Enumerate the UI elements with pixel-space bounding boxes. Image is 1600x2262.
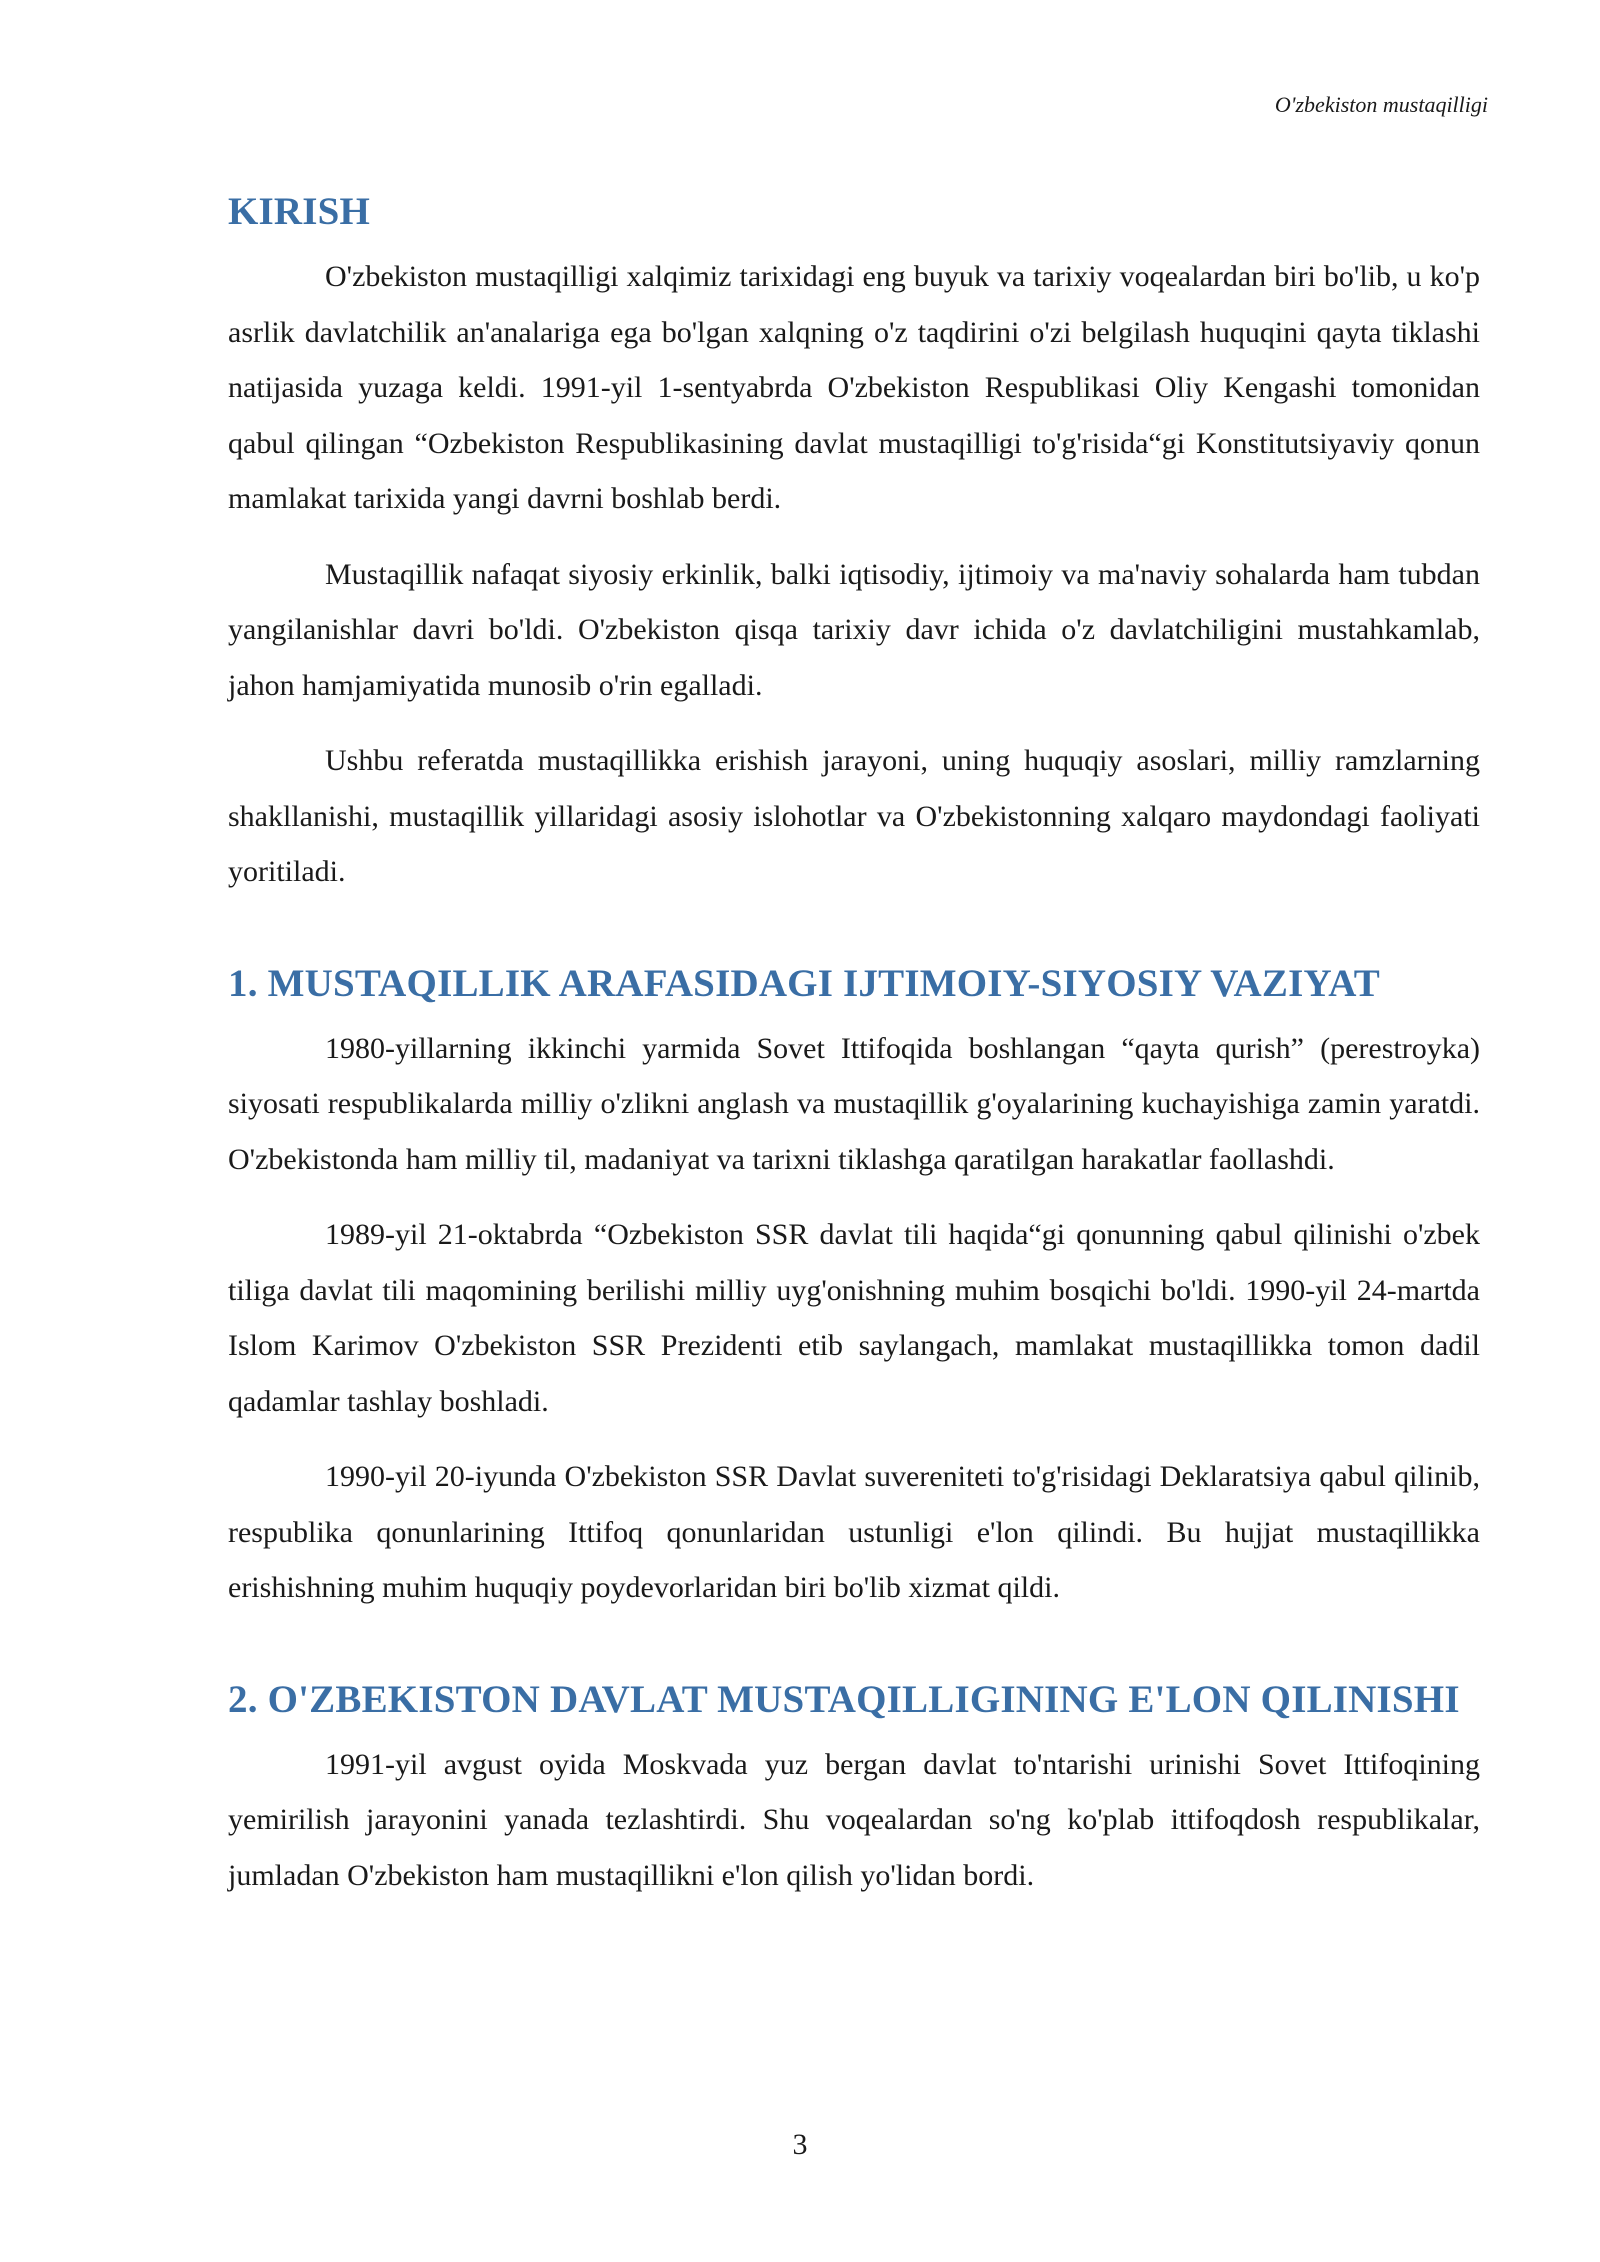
section-heading-2: 2. O'ZBEKISTON DAVLAT MUSTAQILLIGINING E'LON QILINISHI: [228, 1677, 1460, 1721]
page-number: 3: [792, 2128, 808, 2161]
paragraph: 1989-yil 21-oktabrda “Ozbekiston SSR davlat tili haqida“gi qonunning qabul qilinishi o'zbek tiliga davlat tili maqomining berilishi milliy uyg'onishning muhim bosqichi bo'ldi. 1990-yil 24-martda Islom Karimov O'zbekiston SSR Prezidenti etib saylangach, mamlakat mustaqillikka tomon dadil qadamlar tashlay boshladi.: [228, 1218, 1480, 1418]
paragraph: Ushbu referatda mustaqillikka erishish jarayoni, uning huquqiy asoslari, milliy ramzlarning shakllanishi, mustaqillik yillaridagi asosiy islohotlar va O'zbekistonning xalqaro maydondagi faoliyati yoritiladi.: [228, 744, 1480, 888]
paragraph: Mustaqillik nafaqat siyosiy erkinlik, balki iqtisodiy, ijtimoiy va ma'naviy sohalarda ham tubdan yangilanishlar davri bo'ldi. O'zbekiston qisqa tarixiy davr ichida o'z davlatchiligini mustahkamlab, jahon hamjamiyatida munosib o'rin egalladi.: [228, 557, 1480, 702]
section-heading-1: 1. MUSTAQILLIK ARAFASIDAGI IJTIMOIY-SIYOSIY VAZIYAT: [228, 961, 1380, 1005]
paragraph: 1991-yil avgust oyida Moskvada yuz bergan davlat to'ntarishi urinishi Sovet Ittifoqining yemirilish jarayonini yanada tezlashtirdi. Shu voqealardan so'ng ko'plab ittifoqdosh respublikalar, jumladan O'zbekiston ham mustaqillikni e'lon qilish yo'lidan bordi.: [228, 1747, 1480, 1892]
page-content: [228, 188, 1480, 1923]
paragraph: 1980-yillarning ikkinchi yarmida Sovet Ittifoqida boshlangan “qayta qurish” (perestroyka) siyosati respublikalarda milliy o'zlikni anglash va mustaqillik g'oyalarining kuchayishiga zamin yaratdi. O'zbekistonda ham milliy til, madaniyat va tarixni tiklashga qaratilgan harakatlar faollashdi.: [228, 1031, 1480, 1176]
section-heading-intro: KIRISH: [228, 190, 371, 233]
paragraph: O'zbekiston mustaqilligi xalqimiz tarixidagi eng buyuk va tarixiy voqealardan biri bo'lib, u ko'p asrlik davlatchilik an'analariga ega bo'lgan xalqning o'z taqdirini o'zi belgilash huquqini qayta tiklashi natijasida yuzaga keldi. 1991-yil 1-sentyabrda O'zbekiston Respublikasi Oliy Kengashi tomonidan qabul qilingan “Ozbekiston Respublikasining davlat mustaqilligi to'g'risida“gi Konstitutsiyaviy qonun mamlakat tarixida yangi davrni boshlab berdi.: [228, 260, 1480, 515]
paragraph: 1990-yil 20-iyunda O'zbekiston SSR Davlat suvereniteti to'g'risidagi Deklaratsiya qabul qilinib, respublika qonunlarining Ittifoq qonunlaridan ustunligi e'lon qilindi. Bu hujjat mustaqillikka erishishning muhim huquqiy poydevorlaridan biri bo'lib xizmat qildi.: [228, 1460, 1480, 1604]
running-header: O'zbekiston mustaqilligi: [1274, 92, 1488, 117]
